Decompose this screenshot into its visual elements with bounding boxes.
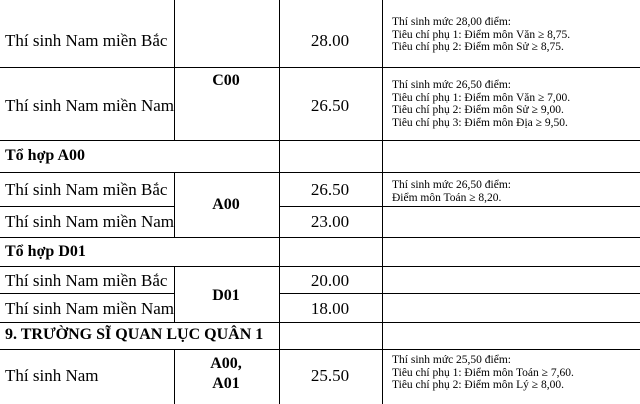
row-score: 26.50 [310,96,350,115]
row-score: 20.00 [310,271,350,290]
row-divider [0,322,640,323]
row-divider [0,206,174,207]
row-label: Thí sinh Nam miền Nam [5,299,175,318]
row-score: 23.00 [310,212,350,231]
group-heading: Tổ hợp A00 [5,147,85,164]
row-label: Thí sinh Nam miền Nam [5,212,175,231]
row-note: Thí sinh mức 25,50 điểm: Tiêu chí phụ 1: Điểm môn Toán ≥ 7,60. Tiêu chí phụ 2: Điểm môn Lý ≥ 8,00. [392,354,574,392]
group-heading: Tổ hợp D01 [5,243,86,260]
row-label: Thí sinh Nam miền Bắc [5,271,168,290]
column-divider [279,0,280,404]
row-score: 18.00 [310,299,350,318]
row-label: Thí sinh Nam miền Bắc [5,31,168,50]
combo-code: C00 [212,72,240,89]
row-label: Thí sinh Nam [5,366,99,385]
row-divider [0,293,174,294]
row-label: Thí sinh Nam miền Nam [5,96,175,115]
row-divider [0,140,640,141]
row-label: Thí sinh Nam miền Bắc [5,180,168,199]
combo-code: A00 [212,196,240,213]
row-divider [0,172,640,173]
combo-code: A00, A01 [210,355,242,392]
row-divider [0,266,640,267]
row-note: Thí sinh mức 26,50 điểm: Tiêu chí phụ 1: Điểm môn Văn ≥ 7,00. Tiêu chí phụ 2: Điểm môn Sử ≥ 9,00. Tiêu chí phụ 3: Điểm môn Địa ≥ 9,50. [392,79,571,130]
column-divider [174,0,175,140]
section-heading: 9. TRƯỜNG SĨ QUAN LỤC QUÂN 1 [5,326,264,343]
row-divider [0,349,640,350]
row-note: Thí sinh mức 28,00 điểm: Tiêu chí phụ 1: Điểm môn Văn ≥ 8,75. Tiêu chí phụ 2: Điểm môn Sử ≥ 8,75. [392,16,571,54]
row-divider [0,237,640,238]
row-note: Thí sinh mức 26,50 điểm: Điểm môn Toán ≥ 8,20. [392,179,511,204]
combo-code: D01 [212,287,240,304]
row-score: 25.50 [310,366,350,385]
row-score: 26.50 [310,180,350,199]
row-divider [279,206,640,207]
row-divider [279,293,640,294]
column-divider [382,0,383,404]
row-score: 28.00 [310,31,350,50]
row-divider [0,67,640,68]
